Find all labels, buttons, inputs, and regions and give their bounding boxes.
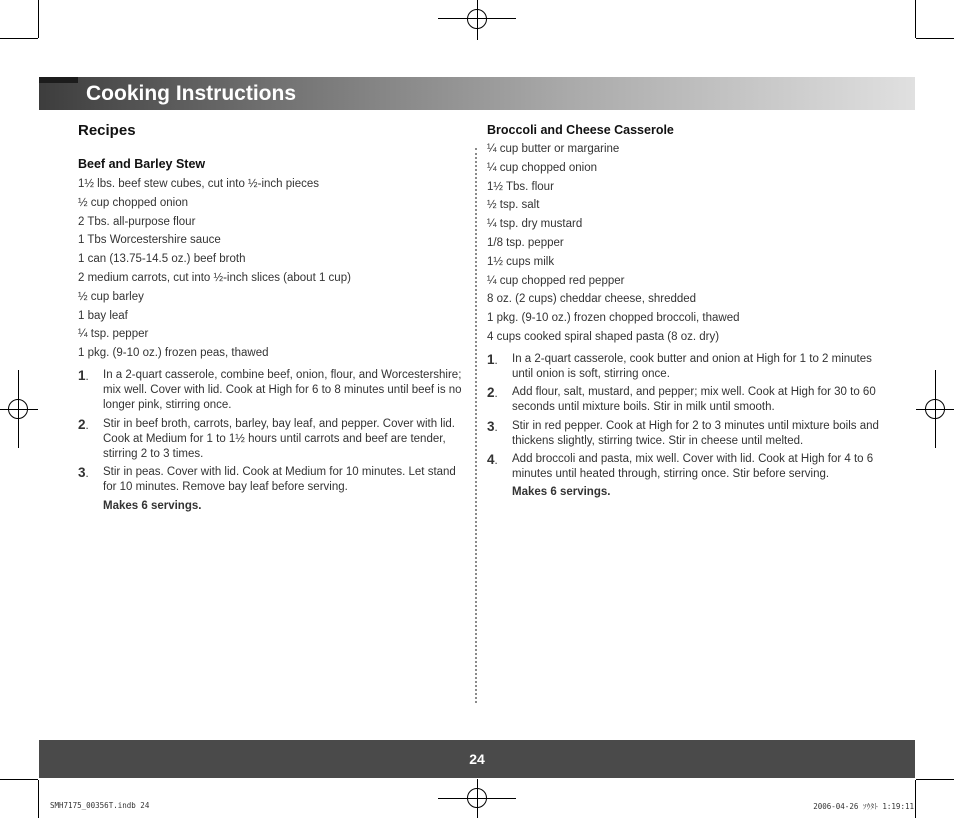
step-item [78,465,463,495]
step-list [487,352,882,483]
ingredient-item: ½ cup barley [78,290,144,303]
ingredient-item: 1/8 tsp. pepper [487,236,564,249]
ingredient-item: 2 medium carrots, cut into ½-inch slices (about 1 cup) [78,271,351,284]
ingredient-item: ¼ cup chopped onion [487,161,597,174]
servings-note: Makes 6 servings. [103,499,202,512]
ingredient-item: 1½ Tbs. flour [487,180,554,193]
crop-mark [0,779,38,780]
registration-target-icon [467,9,487,29]
step-list [78,368,463,496]
crop-mark [915,780,916,818]
ingredient-item: ½ cup chopped onion [78,196,188,209]
registration-target-icon [467,788,487,808]
ingredient-list [78,175,463,363]
ingredient-item: 1 pkg. (9-10 oz.) frozen peas, thawed [78,347,269,360]
step-item [487,452,882,482]
ingredient-item: 1 Tbs Worcestershire sauce [78,234,221,247]
recipe-title: Beef and Barley Stew [78,157,206,171]
step-item [487,352,882,382]
servings-note: Makes 6 servings. [512,486,611,499]
step-item [78,368,463,414]
ingredient-item: 1½ cups milk [487,255,555,268]
ingredient-item: ¼ cup chopped red pepper [487,274,625,287]
step-text: In a 2-quart casserole, cook butter and onion at High for 1 to 2 minutes until onion is soft, stirring once. [512,352,872,380]
step-text: Add flour, salt, mustard, and pepper; mix well. Cook at High for 30 to 60 seconds until mixture boils. Stir in milk until smooth. [512,386,876,414]
page-number: 24 [469,751,485,767]
ingredient-item: 1 pkg. (9-10 oz.) frozen chopped broccoli, thawed [487,312,740,325]
ingredient-item: 1 bay leaf [78,309,128,322]
ingredient-list [487,140,882,347]
step-number: 3. [487,418,498,434]
step-text: In a 2-quart casserole, combine beef, onion, flour, and Worcestershire; mix well. Cover with lid. Cook at High for 6 to 8 minutes until beef is no longer pink, stirring once. [103,368,462,412]
step-item [78,417,463,463]
crop-mark [916,779,954,780]
step-number: 2. [78,416,89,432]
registration-target-icon [8,399,28,419]
step-number: 3. [78,465,89,481]
step-number: 4. [487,451,498,467]
step-text: Stir in red pepper. Cook at High for 2 to 3 minutes until mixture boils and thickens slightly, stirring twice. Stir in cheese until melted. [512,419,879,447]
recipe-title: Broccoli and Cheese Casserole [487,123,674,137]
ingredient-item: 8 oz. (2 cups) cheddar cheese, shredded [487,293,697,306]
print-slug-right: 2006-04-26 ｿｳﾀﾄ 1:19:11 [813,802,914,811]
step-text: Stir in peas. Cover with lid. Cook at Medium for 10 minutes. Let stand for 10 minutes. Remove bay leaf before serving. [103,466,456,494]
left-column [78,118,463,514]
ingredient-item: ¼ tsp. pepper [78,328,149,341]
print-slug-left: SMH7175_00356T.indb 24 [50,801,150,810]
crop-mark [0,38,38,39]
ingredient-item: 4 cups cooked spiral shaped pasta (8 oz. dry) [487,330,720,343]
crop-mark [38,780,39,818]
ingredient-item: 1 can (13.75-14.5 oz.) beef broth [78,253,246,266]
ingredient-item: ¼ tsp. dry mustard [487,218,583,231]
ingredient-item: ¼ cup butter or margarine [487,143,620,155]
right-column [487,118,882,500]
section-heading: Recipes [78,122,136,139]
step-item [487,385,882,415]
step-number: 1. [487,351,498,367]
step-text: Add broccoli and pasta, mix well. Cover with lid. Cook at High for 4 to 6 minutes until heated through, stirring once. Stir before serving. [512,452,874,481]
footer-band [39,740,915,778]
ingredient-item: 1½ lbs. beef stew cubes, cut into ½-inch pieces [78,178,319,190]
crop-mark [915,0,916,38]
crop-mark [38,0,39,38]
step-item [487,419,882,449]
crop-mark [916,38,954,39]
registration-target-icon [925,399,945,419]
step-text: Stir in beef broth, carrots, barley, bay leaf, and pepper. Cover with lid. Cook at Medium for 1 to 1½ hours until carrots and beef are tender, stirring 2 to 3 times. [103,417,455,460]
ingredient-item: ½ tsp. salt [487,199,540,212]
ingredient-item: 2 Tbs. all-purpose flour [78,215,196,228]
page-title: Cooking Instructions [86,82,296,105]
step-number: 1. [78,367,89,383]
column-divider [475,148,477,703]
header-tab-accent [39,77,78,83]
step-number: 2. [487,385,498,401]
